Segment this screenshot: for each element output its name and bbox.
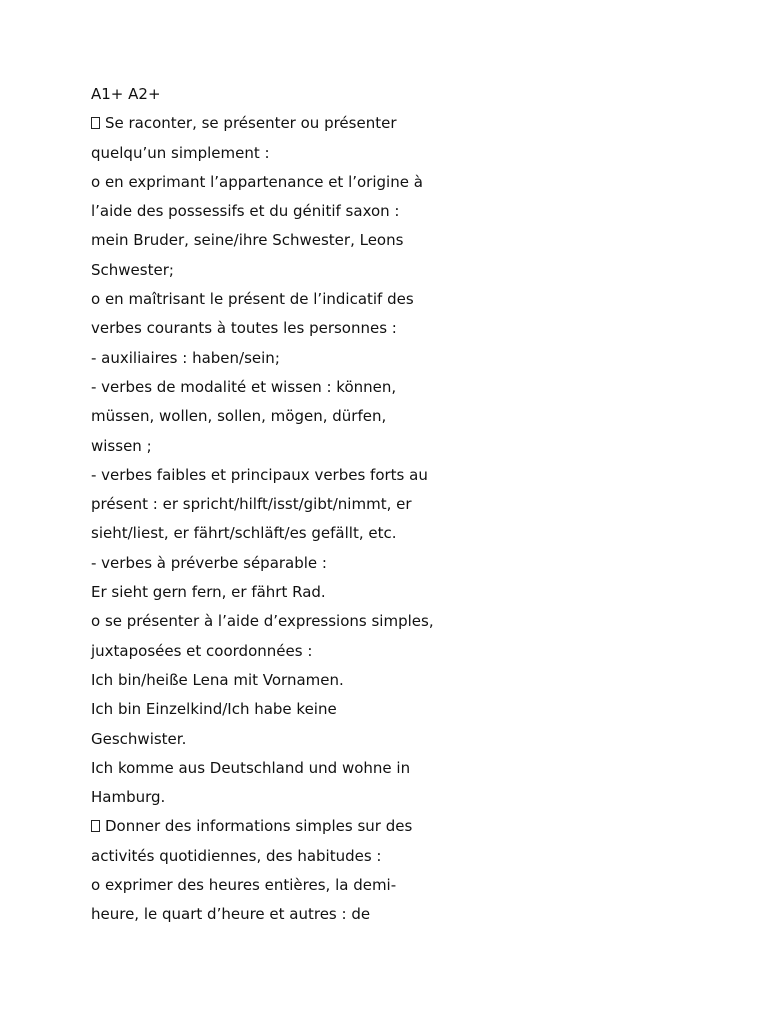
text-line: Schwester; — [91, 260, 174, 279]
missing-glyph-box-icon — [91, 820, 100, 832]
text-line: sieht/liest, er fährt/schläft/es gefällt, etc. — [91, 524, 397, 543]
text-line: Hamburg. — [91, 788, 166, 807]
text-line: - auxiliaires : haben/sein; — [91, 348, 280, 367]
missing-glyph-box-icon — [91, 117, 100, 129]
text-line: wissen ; — [91, 436, 152, 455]
text-line: Ich bin Einzelkind/Ich habe keine — [91, 700, 337, 719]
text-line: présent : er spricht/hilft/isst/gibt/nimmt, er — [91, 495, 412, 514]
text-line: o se présenter à l’aide d’expressions simples, — [91, 612, 434, 631]
text-line: Donner des informations simples sur des — [105, 817, 413, 836]
text-line: Er sieht gern fern, er fährt Rad. — [91, 583, 326, 602]
document-text — [91, 80, 711, 930]
text-line: - verbes faibles et principaux verbes forts au — [91, 465, 428, 484]
text-line: o exprimer des heures entières, la demi- — [91, 876, 397, 895]
text-line: müssen, wollen, sollen, mögen, dürfen, — [91, 407, 387, 426]
text-line: o en exprimant l’appartenance et l’origine à — [91, 172, 423, 191]
text-line: juxtaposées et coordonnées : — [91, 641, 313, 660]
text-line: - verbes à préverbe séparable : — [91, 553, 327, 572]
text-line: l’aide des possessifs et du génitif saxon : — [91, 202, 400, 221]
text-line: o en maîtrisant le présent de l’indicatif des — [91, 290, 414, 309]
text-line: mein Bruder, seine/ihre Schwester, Leons — [91, 231, 404, 250]
document-heading: A1+ A2+ — [91, 85, 161, 103]
text-line: verbes courants à toutes les personnes : — [91, 319, 397, 338]
text-line: Geschwister. — [91, 729, 187, 748]
bullet-line — [91, 812, 711, 841]
text-line: Ich komme aus Deutschland und wohne in — [91, 758, 411, 777]
bullet-line — [91, 109, 711, 138]
text-line: Se raconter, se présenter ou présenter — [105, 114, 397, 133]
text-line: Ich bin/heiße Lena mit Vornamen. — [91, 670, 344, 689]
text-line: - verbes de modalité et wissen : können, — [91, 377, 397, 396]
text-line: activités quotidiennes, des habitudes : — [91, 846, 382, 865]
text-line: quelqu’un simplement : — [91, 143, 270, 162]
text-line: heure, le quart d’heure et autres : de — [91, 905, 371, 924]
